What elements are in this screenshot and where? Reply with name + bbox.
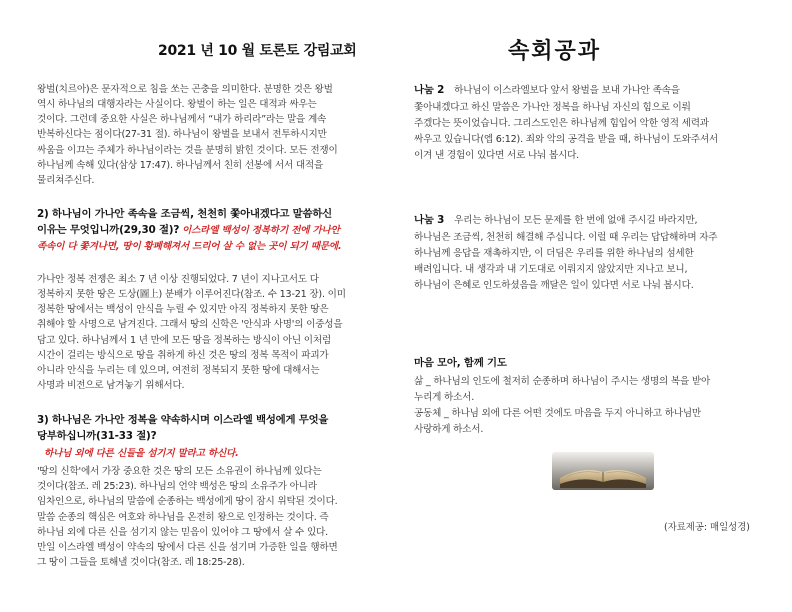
share-2-line-1 (414, 84, 680, 97)
bible-photo (552, 452, 654, 490)
answer-3: 하나님 외에 다른 신들을 섬기지 말라고 하신다. (44, 448, 239, 459)
question-2-line-2 (37, 224, 340, 237)
paragraph-line: 것이다. 그런데 중요한 사실은 하나님께서 “내가 하리라”라는 말을 계속 (37, 114, 327, 125)
paragraph-line: 하나님께 속해 있다(삼상 17:47). 하나님께서 친히 선봉에 서서 대적을 (37, 160, 324, 171)
prayer-heading: 마음 모아, 함께 기도 (414, 357, 507, 369)
prayer-line: 삶 _ 하나님의 인도에 철저히 순종하며 하나님이 주시는 생명의 복을 받아 (414, 376, 711, 387)
share-3-text: 우리는 하나님이 모든 문제를 한 번에 없애 주시길 바라지만, (454, 215, 698, 226)
paragraph-line: 하나님은 조금씩, 천천히 해결해 주십니다. 이럴 때 우리는 답답해하며 자주 (414, 232, 718, 243)
paragraph-line: 하나님 외에 다른 신을 섬기지 않는 믿음이 있어야 그 땅에서 살 수 있다. (37, 527, 328, 538)
source-credit: (자료제공: 매일성경) (664, 522, 750, 533)
paragraph-line: '땅의 신학'에서 가장 중요한 것은 땅의 모든 소유권이 하나님께 있다는 (37, 466, 322, 477)
paragraph-line: 싸움을 이끄는 주체가 하나님이라는 것을 분명히 밝힌 것이다. 모든 전쟁이 (37, 145, 338, 156)
paragraph-line: 주겠다는 뜻이었습니다. 그리스도인은 하나님께 힘입어 악한 영적 세력과 (414, 118, 709, 129)
share-2-label: 나눔 2 (414, 84, 445, 96)
paragraph-line: 역시 하나님의 대행자라는 사실이다. 왕벌이 하는 일은 대적과 싸우는 (37, 99, 317, 110)
prayer-line: 공동체 _ 하나님 외에 다른 어떤 것에도 마음을 두지 아니하고 하나님만 (414, 408, 701, 419)
paragraph-line: 왕벌(치르아)은 문자적으로 침을 쏘는 곤충을 의미한다. 분명한 것은 왕벌 (37, 84, 333, 95)
paragraph-line: 것이다(참조. 레 25:23). 하나님의 언약 백성은 땅의 소유주가 아니라 (37, 481, 317, 492)
paragraph-line: 정복한 땅에서는 백성이 안식을 누릴 수 있지만 아직 정복하지 못한 땅은 (37, 304, 329, 315)
answer-2-part-1: 이스라엘 백성이 정복하기 전에 가나안 (182, 225, 340, 236)
paragraph-line: 하나님께 응답을 재촉하지만, 이 더딤은 우리를 위한 하나님의 섬세한 (414, 248, 694, 259)
paragraph-line: 말씀 순종의 핵심은 여호와 하나님을 온전히 왕으로 인정하는 것이다. 즉 (37, 512, 329, 523)
paragraph-line: 만일 이스라엘 백성이 약속의 땅에서 다른 신을 섬기며 가증한 일을 행하면 (37, 542, 338, 553)
question-3-line-2: 당부하십니까(31-33 절)? (37, 430, 157, 442)
paragraph-line: 그 땅이 그들을 토해낼 것이다(참조. 레 18:25-28). (37, 557, 245, 568)
question-2-line-1: 2) 하나님이 가나안 족속을 조금씩, 천천히 쫓아내겠다고 말씀하신 (37, 208, 333, 220)
paragraph-line: 사명과 비전으로 남겨놓기 위해서다. (37, 380, 185, 391)
share-3-line-1 (414, 214, 697, 227)
paragraph-line: 시간이 걸리는 방식으로 땅을 취하게 하신 것은 땅의 정복 목적이 파괴가 (37, 350, 329, 361)
paragraph-line: 담고 있다. 하나님께서 1 년 만에 모든 땅을 정복하는 방식이 아닌 이처럼 (37, 335, 331, 346)
question-3-line-1: 3) 하나님은 가나안 정복을 약속하시며 이스라엘 백성에게 무엇을 (37, 414, 329, 426)
page-title-right: 속회공과 (508, 39, 602, 64)
share-3-label: 나눔 3 (414, 214, 445, 226)
paragraph-line: 이겨 낸 경험이 있다면 서로 나눠 봅시다. (414, 150, 580, 161)
prayer-line: 사랑하게 하소서. (414, 424, 484, 435)
paragraph-line: 가나안 정복 전쟁은 최소 7 년 이상 진행되었다. 7 년이 지나고서도 다 (37, 274, 319, 285)
paragraph-line: 반복하신다는 점이다(27-31 절). 하나님이 왕벌을 보내서 전투하시지만 (37, 129, 327, 140)
question-2-text: 이유는 무엇입니까(29,30 절)? (37, 224, 180, 236)
open-bible-icon (552, 452, 654, 490)
paragraph-line: 물리쳐주신다. (37, 175, 95, 186)
paragraph-line: 정복하지 못한 땅은 도상(圖上) 분배가 이루어진다(참조. 수 13-21 장). 이미 (37, 289, 346, 300)
paragraph-line: 취해야 할 사명으로 남겨진다. 그래서 땅의 신학은 '안식과 사명'의 이중성을 (37, 319, 343, 330)
paragraph-line: 아니라 안식을 누리는 데 있으며, 여전히 정복되지 못한 땅에 대해서는 (37, 365, 320, 376)
paragraph-line: 쫓아내겠다고 하신 말씀은 가나안 정복을 하나님 자신의 힘으로 이뤄 (414, 102, 691, 113)
paragraph-line: 싸우고 있습니다(엡 6:12). 죄와 악의 공격을 받을 때, 하나님이 도와주셔서 (414, 134, 718, 145)
paragraph-line: 임차인으로, 하나님의 말씀에 순종하는 백성에게 땅이 잠시 위탁된 것이다. (37, 496, 338, 507)
share-2-text: 하나님이 이스라엘보다 앞서 왕벌을 보내 가나안 족속을 (454, 85, 680, 96)
page-title-left: 2021 년 10 월 토론토 강림교회 (158, 43, 357, 59)
answer-2-part-2: 족속이 다 쫓겨나면, 땅이 황폐해져서 드리어 살 수 없는 곳이 되기 때문에. (37, 241, 342, 252)
paragraph-line: 하나님이 은혜로 인도하셨음을 깨달은 일이 있다면 서로 나눠 봅시다. (414, 280, 694, 291)
paragraph-line: 배려입니다. 내 생각과 내 기도대로 이뤄지지 않았지만 지나고 보니, (414, 264, 688, 275)
prayer-line: 누리게 하소서. (414, 392, 475, 403)
